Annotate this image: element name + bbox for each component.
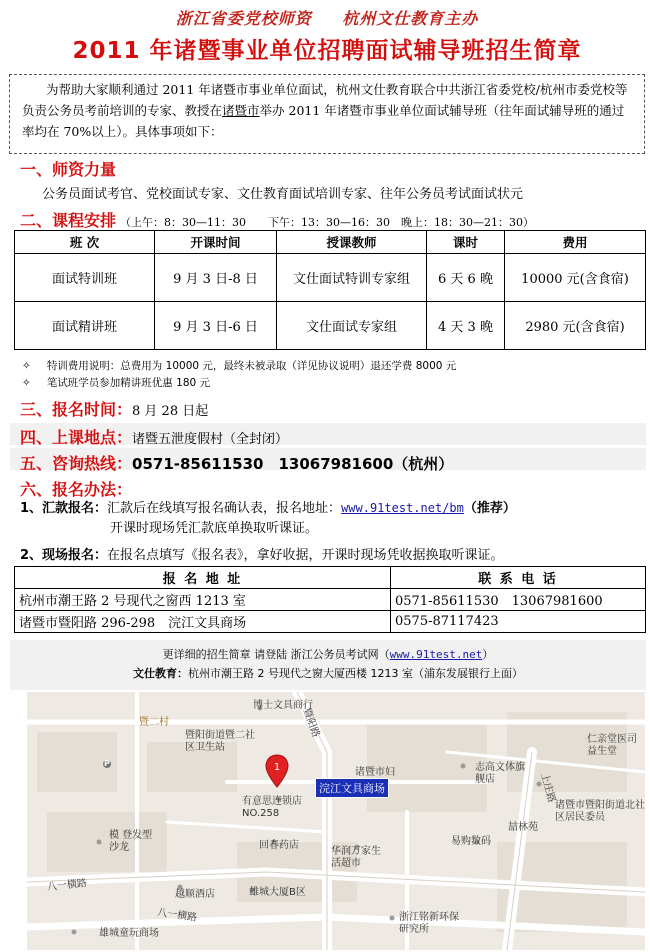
cell-teacher: 文仕面试专家组 — [277, 302, 427, 350]
map-pin-icon[interactable] — [264, 754, 290, 788]
section-teachers-title: 一、师资力量 — [20, 160, 117, 179]
map-label-jier: 暨二村 — [139, 717, 169, 728]
note-1 — [22, 358, 456, 373]
map-label-yigou: 易购数码 — [451, 836, 491, 847]
location-value: 诸暨五泄度假村（全封闭） — [132, 432, 289, 447]
remit-text-2: 开课时现场凭汇款底单换取听课证。 — [110, 521, 319, 536]
company-line — [10, 665, 646, 681]
more-suffix: ） — [482, 648, 494, 661]
col-header-start: 开课时间 — [155, 231, 277, 254]
cell-hours: 4 天 3 晚 — [427, 302, 505, 350]
remit-label: 1、汇款报名： — [20, 501, 108, 516]
map-label-zhuji: 诸暨市妇 — [355, 767, 395, 778]
star-icon: ✧ — [22, 377, 31, 389]
section-method-title: 六、报名办法： — [20, 480, 133, 499]
address-table-header — [15, 567, 646, 589]
page-title: 2011 年诸暨事业单位招聘面试辅导班招生简章 — [72, 38, 582, 64]
address-table — [14, 566, 646, 633]
remit-text-1: 汇款后在线填写报名确认表，报名地址： — [107, 501, 342, 516]
map-label-zhejiang: 浙江铭新环保研究所 — [399, 912, 459, 935]
course-table — [14, 230, 646, 350]
map-label-road-jiyang: 暨阳路 — [300, 707, 322, 739]
map-label-zhixian: 志高文体旗舰店 — [475, 762, 525, 785]
cell-phone: 0571-85611530 13067981600 — [391, 589, 646, 611]
table-row — [15, 589, 646, 611]
section-schedule — [20, 208, 534, 231]
map-label-xiongcheng: 雄城大厦B区 — [249, 887, 306, 898]
signup-time-value: 8 月 28 日起 — [132, 404, 209, 419]
onsite-line — [20, 546, 504, 566]
col-header-address: 报 名 地 址 — [15, 567, 391, 589]
map-label-bayi: 八一横路 — [46, 877, 88, 894]
parking-icon: P — [104, 759, 110, 768]
map-label-jielinyuan: 喆林苑 — [508, 822, 538, 833]
section-hotline-title: 五、咨询热线： — [20, 454, 133, 473]
cell-start: 9 月 3 日-6 日 — [155, 302, 277, 350]
hotline-value: 0571-85611530 13067981600（杭州） — [132, 455, 454, 473]
schedule-times: （上午：8：30—11：30 下午：13：30—16：30 晚上：18：30—21：30） — [120, 216, 534, 229]
course-table-header — [15, 231, 646, 254]
organizer-line — [0, 6, 654, 29]
cell-start: 9 月 3 日-8 日 — [155, 254, 277, 302]
map-label-xiongcheng2: 雄城童玩商场 — [99, 928, 159, 939]
map-marker-label[interactable]: 浣江文具商场 — [315, 778, 389, 798]
website-link[interactable]: www.91test.net — [389, 648, 483, 661]
intro-box — [9, 74, 645, 154]
section-schedule-title: 二、课程安排 — [20, 211, 117, 230]
more-prefix: 更详细的招生简章 请登陆 浙江公务员考试网（ — [162, 648, 390, 661]
cell-class: 面试特训班 — [15, 254, 155, 302]
map-label-huarunwanjia: 华润万家生活超市 — [331, 846, 381, 869]
map-label-bosh: 博士文具商行 — [253, 700, 313, 711]
section-location — [20, 425, 288, 448]
col-header-class: 班 次 — [15, 231, 155, 254]
map-roads — [27, 692, 645, 950]
more-info-line — [10, 646, 646, 662]
map-label-modeng: 模 登发型沙龙 — [109, 830, 153, 853]
table-row — [15, 611, 646, 633]
intro-text-1: 为帮助大家顺利通过 2011 年诸暨市事业单位面试，杭州文仕教育联合中共浙江省委党校/杭州市委党校等负责公务员考前培训的专家、教授在 — [22, 82, 628, 118]
table-row — [15, 302, 646, 350]
col-header-phone: 联 系 电 话 — [391, 567, 646, 589]
organizer-right: 杭州文仕教育主办 — [342, 9, 479, 28]
section-hotline — [20, 451, 453, 474]
section-signup-time-title: 三、报名时间： — [20, 400, 133, 419]
note-2 — [22, 375, 210, 390]
map-label-bayi2: 八一横路 — [156, 907, 198, 924]
onsite-label: 2、现场报名： — [20, 548, 108, 563]
cell-address: 杭州市潮王路 2 号现代之窗西 1213 室 — [15, 589, 391, 611]
map-pin-number: 1 — [273, 762, 281, 773]
intro-text-2: 举办 2011 年诸暨市事业单位面试辅导班（往年面试辅导班的通过率均在 70%以上）。具体事项如下： — [22, 103, 625, 139]
note-2-text: 笔试班学员参加精讲班优惠 180 元 — [46, 377, 211, 389]
map-label-shangzheng: 上庄路 — [538, 772, 557, 804]
cell-class: 面试精讲班 — [15, 302, 155, 350]
company-label: 文仕教育： — [133, 667, 188, 680]
signup-link[interactable]: www.91test.net/bm — [341, 501, 464, 515]
remit-recommend: （推荐） — [463, 501, 516, 516]
cell-address: 诸暨市暨阳路 296-298 浣江文具商场 — [15, 611, 391, 633]
map-label-jiyang-st: 诸暨市暨阳街道北社区居民委员 — [555, 800, 645, 823]
organizer-left: 浙江省委党校师资 — [175, 9, 312, 28]
map-label-renqin: 仁亲堂医司益生堂 — [587, 734, 637, 757]
section-teachers-text: 公务员面试考官、党校面试专家、文仕教育面试培训专家、往年公务员考试面试状元 — [42, 187, 524, 202]
remit-line-1 — [20, 498, 516, 519]
section-signup-time — [20, 397, 208, 420]
cell-phone: 0575-87117423 — [391, 611, 646, 633]
intro-underlined: 诸暨市 — [222, 103, 260, 118]
cell-hours: 6 天 6 晚 — [427, 254, 505, 302]
map-label-youyisi: 有意思连锁店NO.258 — [242, 796, 302, 819]
onsite-text: 在报名点填写《报名表》，拿好收据，开课时现场凭收据换取听课证。 — [107, 548, 504, 563]
cell-teacher: 文仕面试特训专家组 — [277, 254, 427, 302]
col-header-fee: 费用 — [505, 231, 646, 254]
location-map[interactable] — [27, 692, 645, 950]
company-address: 杭州市潮王路 2 号现代之窗大厦西楼 1213 室（浦东发展银行上面） — [188, 667, 523, 680]
map-label-huirun: 回春药店 — [259, 840, 299, 851]
cell-fee: 10000 元(含食宿) — [505, 254, 646, 302]
map-label-yueshun: 越顺酒店 — [175, 889, 215, 900]
section-location-title: 四、上课地点： — [20, 428, 133, 447]
note-1-text: 特训费用说明：总费用为 10000 元，最终未被录取（详见协议说明）退还学费 8000 元 — [46, 360, 457, 372]
cell-fee: 2980 元(含食宿) — [505, 302, 646, 350]
col-header-hours: 课时 — [427, 231, 505, 254]
star-icon: ✧ — [22, 360, 31, 372]
col-header-teacher: 授课教师 — [277, 231, 427, 254]
table-row — [15, 254, 646, 302]
map-label-street: 暨阳街道暨二社区卫生站 — [185, 730, 255, 753]
footer-info — [10, 640, 646, 690]
